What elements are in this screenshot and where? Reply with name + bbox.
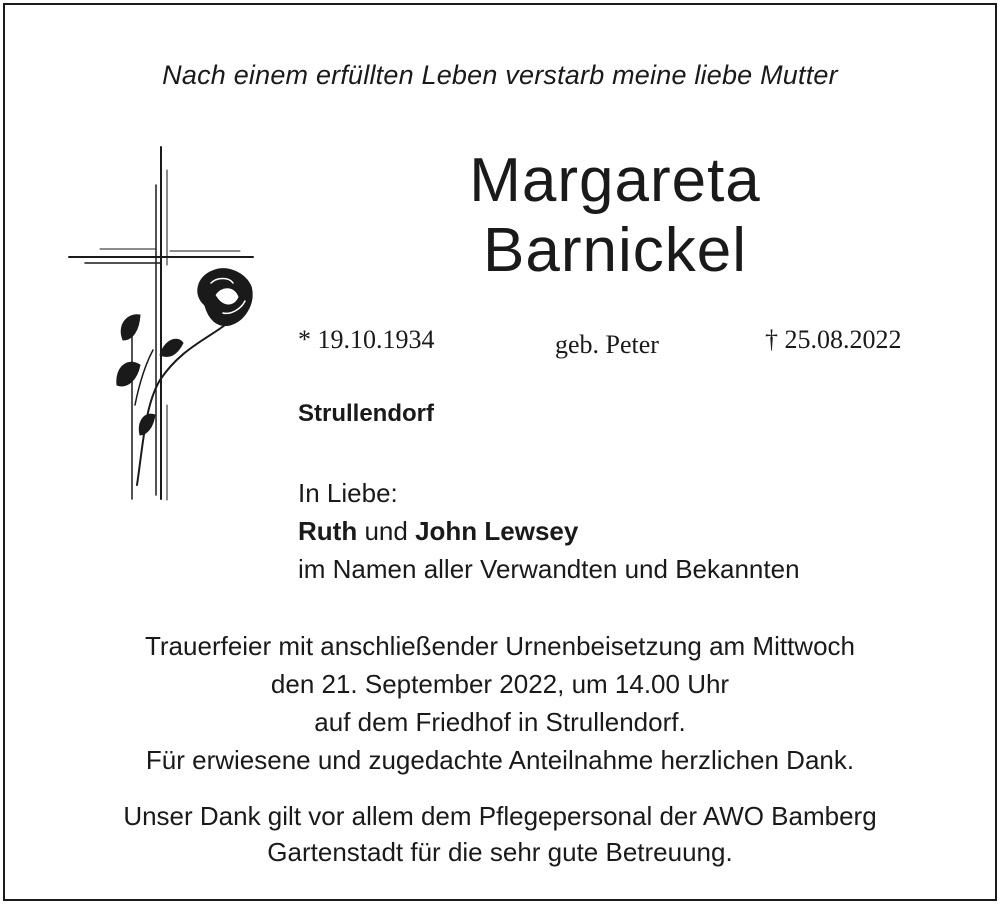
birth-date: * 19.10.1934: [298, 325, 435, 354]
service-line: den 21. September 2022, um 14.00 Uhr: [270, 669, 730, 699]
first-name: Margareta: [469, 146, 761, 215]
intro-line: Nach einem erfüllten Leben verstarb meine liebe Mutter: [162, 60, 838, 90]
mourners-relatives-line: im Namen aller Verwandten und Bekannten: [298, 554, 800, 584]
death-date: † 25.08.2022: [765, 325, 902, 354]
maiden-name: geb. Peter: [555, 330, 659, 359]
mourner-name-2: John Lewsey: [415, 516, 579, 546]
town-name: Strullendorf: [298, 400, 434, 427]
thanks-block: [0, 798, 1000, 870]
last-name: Barnickel: [483, 216, 747, 285]
thanks-line: Unser Dank gilt vor allem dem Pflegepersonal der AWO Bamberg: [123, 801, 877, 831]
mourners-names: [298, 512, 800, 550]
service-line: auf dem Friedhof in Strullendorf.: [314, 707, 686, 737]
cross-with-rose-icon: [65, 145, 260, 505]
mourner-name-1: Ruth: [298, 516, 358, 546]
thanks-line: Gartenstadt für die sehr gute Betreuung.: [267, 837, 733, 867]
service-block: [0, 627, 1000, 779]
service-line: Trauerfeier mit anschließender Urnenbeisetzung am Mittwoch: [144, 631, 855, 661]
mourner-conjunction: und: [364, 516, 408, 546]
mourners-lead: In Liebe:: [298, 478, 398, 508]
mourners-block: [298, 474, 800, 588]
service-line: Für erwiesene und zugedachte Anteilnahme herzlichen Dank.: [145, 745, 855, 775]
